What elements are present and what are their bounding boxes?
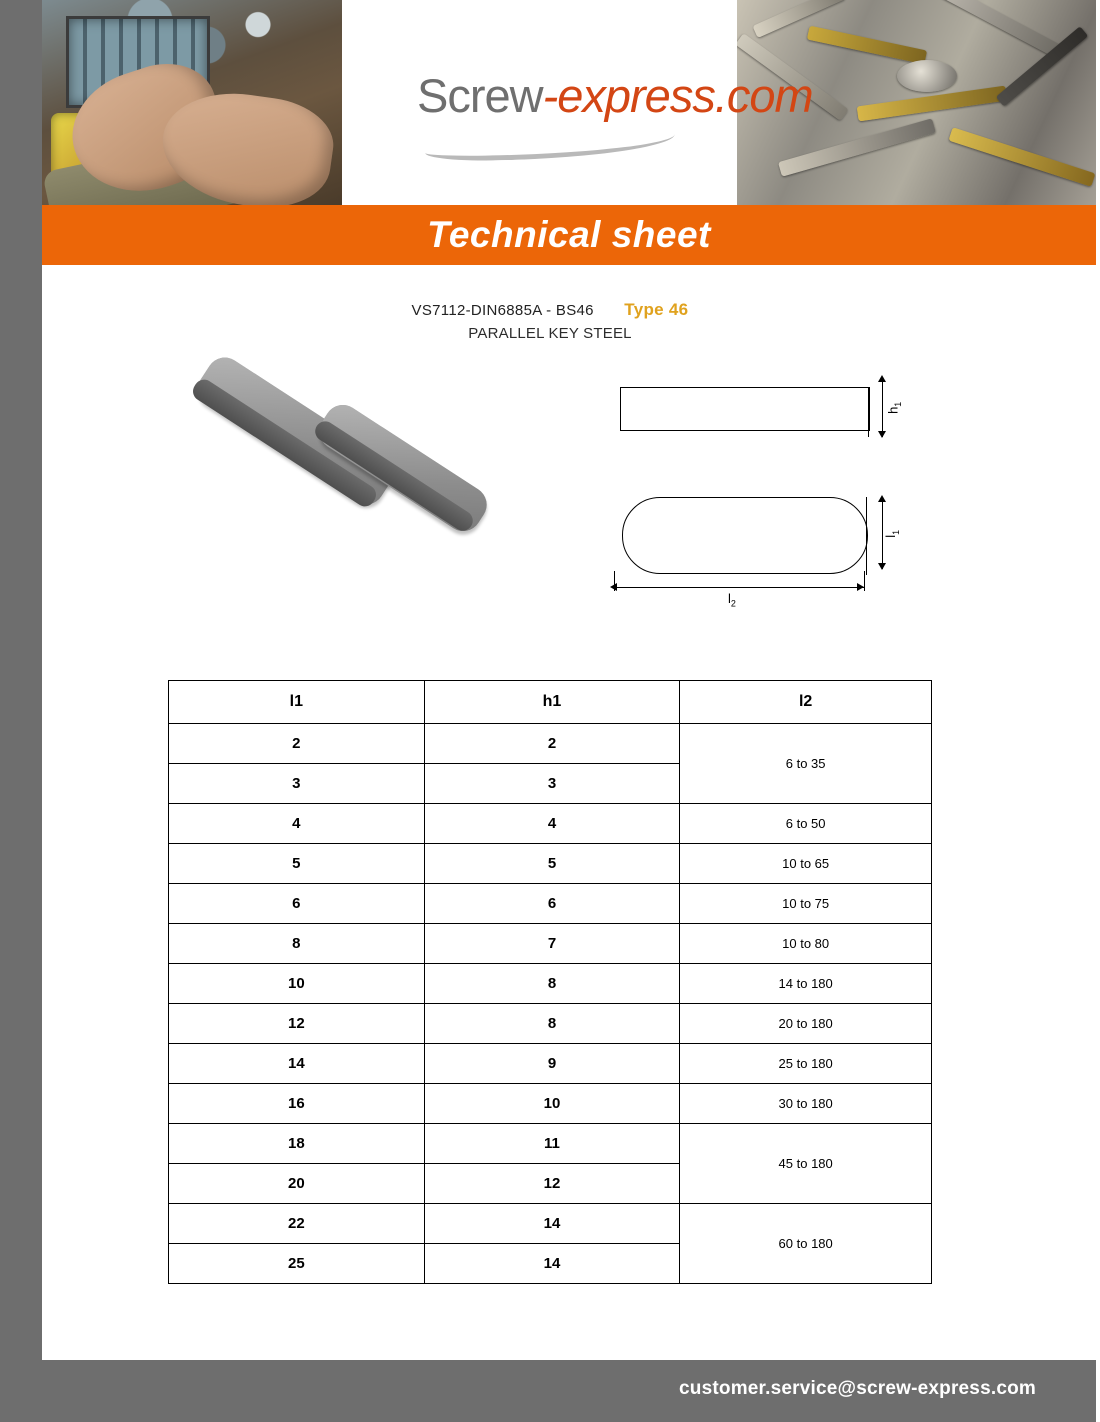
table-row xyxy=(169,724,932,764)
table-row xyxy=(169,924,932,964)
cell-h1: 8 xyxy=(424,964,680,1004)
cell-h1: 2 xyxy=(424,724,680,764)
column-header-h1: h1 xyxy=(424,681,680,724)
table-row xyxy=(169,964,932,1004)
table-row xyxy=(169,844,932,884)
column-header-l2: l2 xyxy=(680,681,932,724)
page-header xyxy=(42,0,1096,205)
spec-heading-block xyxy=(0,300,1100,342)
banner-title: Technical sheet xyxy=(427,214,711,255)
cell-h1: 10 xyxy=(424,1084,680,1124)
brand-name-accent: -express.com xyxy=(542,69,813,122)
plan-view-rounded-rect xyxy=(622,497,868,574)
dimensions-table xyxy=(168,680,932,1284)
cell-l2: 10 to 80 xyxy=(680,924,932,964)
table-row xyxy=(169,1124,932,1164)
table-row xyxy=(169,1044,932,1084)
cell-l1: 4 xyxy=(169,804,425,844)
left-sidebar-band xyxy=(0,0,42,1422)
cell-l2: 45 to 180 xyxy=(680,1124,932,1204)
cell-h1: 14 xyxy=(424,1204,680,1244)
cell-h1: 6 xyxy=(424,884,680,924)
cell-l2: 10 to 75 xyxy=(680,884,932,924)
cell-l2: 60 to 180 xyxy=(680,1204,932,1284)
table-row xyxy=(169,804,932,844)
product-name: PARALLEL KEY STEEL xyxy=(468,325,632,342)
cell-l1: 22 xyxy=(169,1204,425,1244)
cell-l1: 6 xyxy=(169,884,425,924)
column-header-l1: l1 xyxy=(169,681,425,724)
cell-l1: 20 xyxy=(169,1164,425,1204)
footer-white-gap xyxy=(42,1350,1096,1360)
brand-name-main: Screw xyxy=(417,69,543,122)
cell-l1: 18 xyxy=(169,1124,425,1164)
dimension-label-h1: $h_1$ xyxy=(885,401,903,414)
cell-l1: 16 xyxy=(169,1084,425,1124)
technical-drawing xyxy=(600,365,920,615)
cell-l1: 3 xyxy=(169,764,425,804)
contact-email[interactable]: customer.service@screw-express.com xyxy=(679,1378,1036,1399)
cell-h1: 12 xyxy=(424,1164,680,1204)
cell-h1: 8 xyxy=(424,1004,680,1044)
cell-l1: 5 xyxy=(169,844,425,884)
type-label: Type 46 xyxy=(624,300,689,319)
workbench-photo xyxy=(42,0,342,205)
right-edge-band xyxy=(1096,0,1100,1422)
cell-l2: 20 to 180 xyxy=(680,1004,932,1044)
page-footer xyxy=(42,1360,1096,1422)
technical-sheet-banner xyxy=(42,205,1096,265)
spec-heading-line1 xyxy=(0,300,1100,320)
standard-code: VS7112-DIN6885A - BS46 xyxy=(411,302,594,319)
table-row xyxy=(169,1084,932,1124)
cell-l2: 25 to 180 xyxy=(680,1044,932,1084)
cell-l1: 8 xyxy=(169,924,425,964)
cell-l1: 14 xyxy=(169,1044,425,1084)
product-photo xyxy=(170,370,510,620)
cell-h1: 9 xyxy=(424,1044,680,1084)
table-header-row xyxy=(169,681,932,724)
cell-l2: 10 to 65 xyxy=(680,844,932,884)
cell-l2: 6 to 50 xyxy=(680,804,932,844)
cell-h1: 11 xyxy=(424,1124,680,1164)
cell-l2: 14 to 180 xyxy=(680,964,932,1004)
side-view-rectangle xyxy=(620,387,870,431)
brand-logo xyxy=(417,68,813,123)
brand-swoosh-decoration xyxy=(425,125,676,163)
table-body xyxy=(169,724,932,1284)
cell-h1: 14 xyxy=(424,1244,680,1284)
dimension-label-l2: $l_2$ xyxy=(728,591,736,609)
cell-h1: 7 xyxy=(424,924,680,964)
table-row xyxy=(169,1004,932,1044)
table-row xyxy=(169,884,932,924)
dimension-label-l1: $l_1$ xyxy=(883,529,901,538)
table-row xyxy=(169,1204,932,1244)
cell-h1: 3 xyxy=(424,764,680,804)
cell-l1: 25 xyxy=(169,1244,425,1284)
cell-h1: 5 xyxy=(424,844,680,884)
cell-l2: 6 to 35 xyxy=(680,724,932,804)
cell-l2: 30 to 180 xyxy=(680,1084,932,1124)
cell-l1: 12 xyxy=(169,1004,425,1044)
cell-l1: 2 xyxy=(169,724,425,764)
cell-h1: 4 xyxy=(424,804,680,844)
cell-l1: 10 xyxy=(169,964,425,1004)
